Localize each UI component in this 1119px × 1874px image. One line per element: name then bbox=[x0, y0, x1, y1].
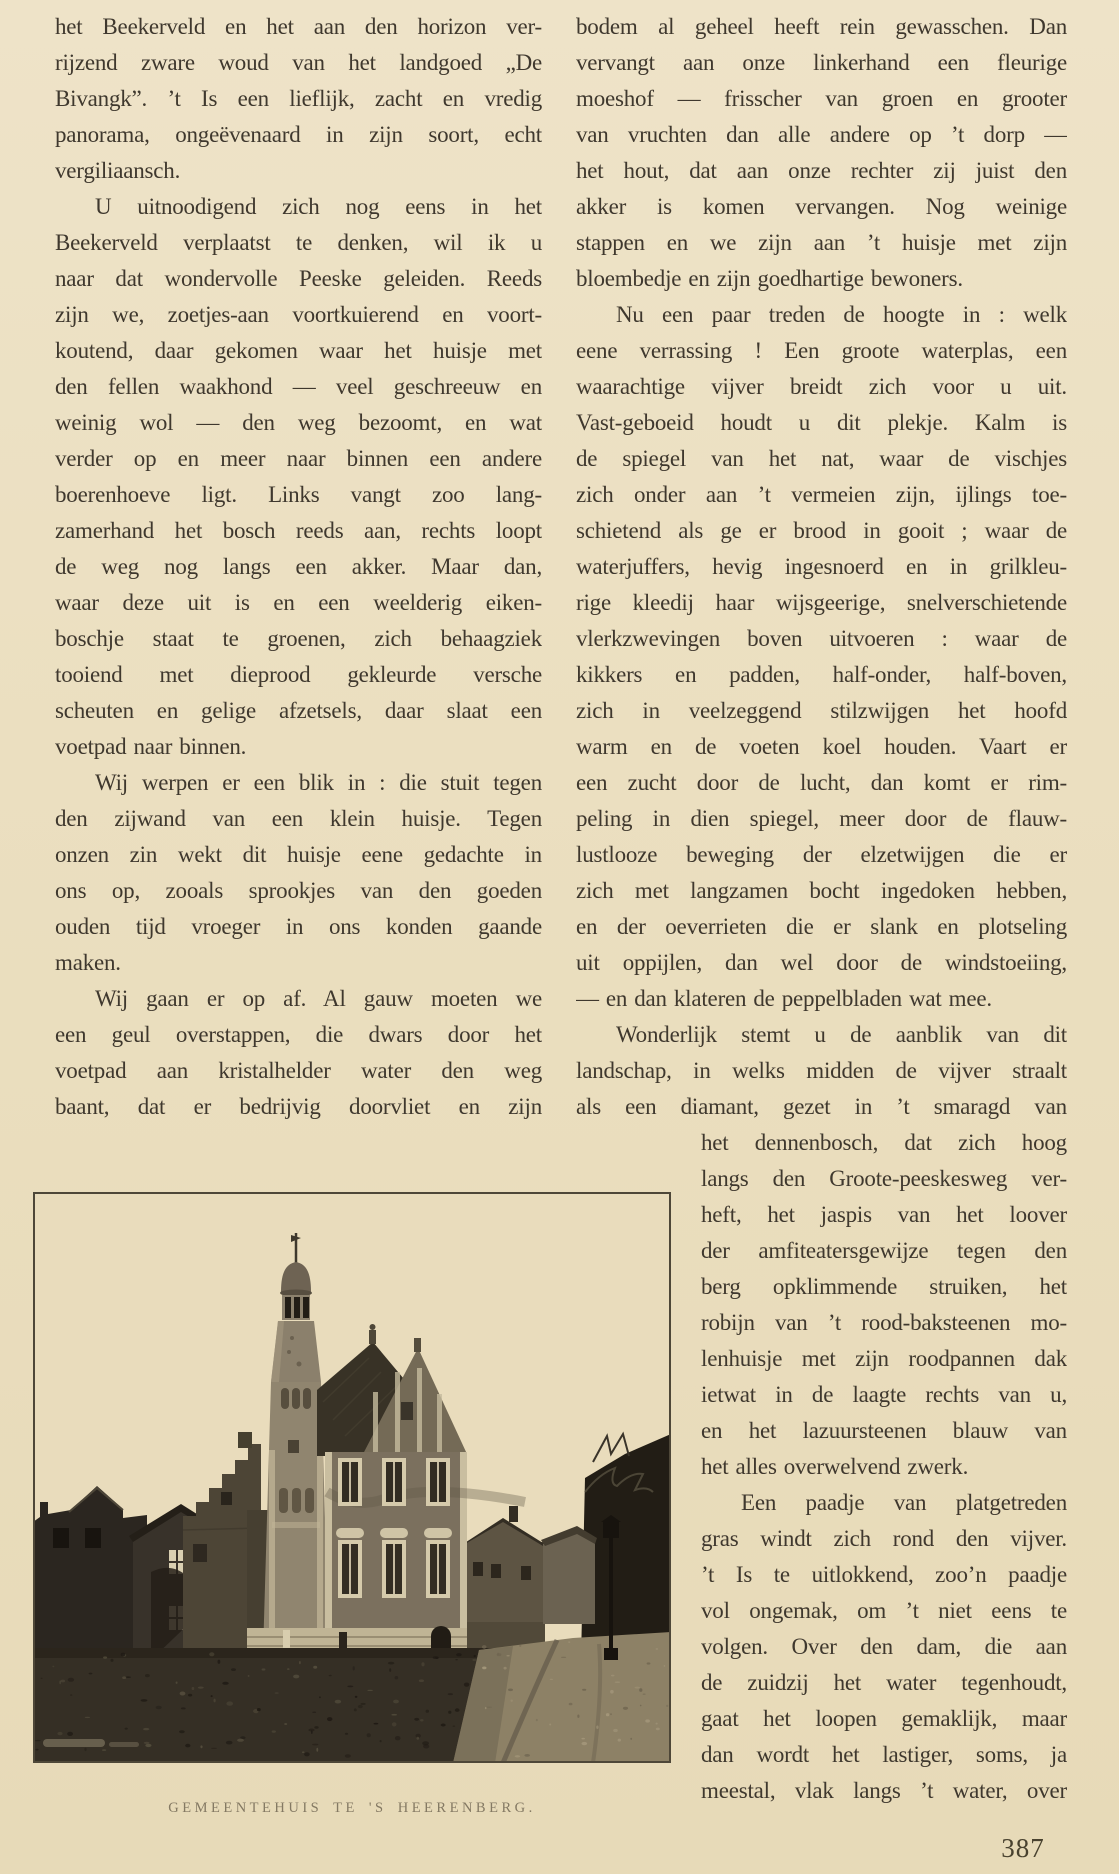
text-line: de zuidzij het water tegenhoudt, bbox=[701, 1670, 1067, 1695]
text-line: bodem al geheel heeft rein gewasschen. Dan bbox=[576, 14, 1067, 39]
text-line: U uitnoodigend zich nog eens in het bbox=[95, 194, 542, 219]
text-line: maken. bbox=[55, 950, 121, 975]
text-line: ouden tijd vroeger in ons konden gaande bbox=[55, 914, 542, 939]
text-line: lustlooze beweging der elzetwijgen die er bbox=[576, 842, 1067, 867]
text-line: lenhuisje met zijn roodpannen dak bbox=[701, 1346, 1067, 1371]
text-line: voetpad aan kristalhelder water den weg bbox=[55, 1058, 542, 1083]
text-line: ’t Is te uitlokkend, zoo’n paadje bbox=[701, 1562, 1067, 1587]
text-line: Wij gaan er op af. Al gauw moeten we bbox=[95, 986, 542, 1011]
text-line: boerenhoeve ligt. Links vangt zoo lang- bbox=[55, 482, 542, 507]
text-line: en der oeverrieten die er slank en plotseling bbox=[576, 914, 1067, 939]
text-line: panorama, ongeëvenaard in zijn soort, echt bbox=[55, 122, 542, 147]
text-line: zich met langzamen bocht ingedoken hebben, bbox=[576, 878, 1067, 903]
text-line: baant, dat er bedrijvig doorvliet en zijn bbox=[55, 1094, 542, 1119]
text-line: heft, het jaspis van het loover bbox=[701, 1202, 1067, 1227]
text-line: voetpad naar binnen. bbox=[55, 734, 247, 759]
text-line: verder op en meer naar binnen een andere bbox=[55, 446, 542, 471]
text-line: Nu een paar treden de hoogte in : welk bbox=[616, 302, 1067, 327]
text-line: rijzend zware woud van het landgoed „De bbox=[55, 50, 542, 75]
text-line: een geul overstappen, die dwars door het bbox=[55, 1022, 542, 1047]
text-line: vol ongemak, om ’t niet eens te bbox=[701, 1598, 1067, 1623]
photographer-signature-smudge bbox=[43, 1739, 105, 1747]
text-line: en het lazuursteenen blauw van bbox=[701, 1418, 1067, 1443]
text-line: onzen zin wekt dit huisje eene gedachte in bbox=[55, 842, 542, 867]
text-line: Wij werpen er een blik in : die stuit tegen bbox=[95, 770, 542, 795]
text-line: ons op, zooals sprookjes van den goeden bbox=[55, 878, 542, 903]
text-line: vergiliaansch. bbox=[55, 158, 181, 183]
photo-caption: GEMEENTEHUIS TE 'S HEERENBERG. bbox=[168, 1800, 536, 1816]
text-line: Bivangk”. ’t Is een lieflijk, zacht en vredig bbox=[55, 86, 542, 111]
text-line: vervangt aan onze linkerhand een fleurige bbox=[576, 50, 1067, 75]
text-line: warm en de voeten koel houden. Vaart er bbox=[576, 734, 1067, 759]
text-line: dan wordt het lastiger, soms, ja bbox=[701, 1742, 1067, 1767]
text-line: rige kleedij haar wijsgeerige, snelverschietende bbox=[576, 590, 1067, 615]
text-line: den fellen waakhond — veel geschreeuw en bbox=[55, 374, 542, 399]
text-line: bloembedje en zijn goedhartige bewoners. bbox=[576, 266, 963, 291]
text-line: peling in dien spiegel, meer door de flauw- bbox=[576, 806, 1067, 831]
text-line: schietend als ge er brood in gooit ; waar de bbox=[576, 518, 1067, 543]
text-line: koutend, daar gekomen waar het huisje met bbox=[55, 338, 542, 363]
text-line: zich onder aan ’t vermeien zijn, ijlings toe- bbox=[576, 482, 1067, 507]
text-line: de weg nog langs een akker. Maar dan, bbox=[55, 554, 542, 579]
text-line: eene verrassing ! Een groote waterplas, een bbox=[576, 338, 1067, 363]
text-line: vlerkzwevingen boven uitvoeren : waar de bbox=[576, 626, 1067, 651]
page-number: 387 bbox=[1001, 1833, 1045, 1863]
text-line: scheuten en gelige afzetsels, daar slaat een bbox=[55, 698, 542, 723]
photographer-signature-smudge2 bbox=[109, 1742, 139, 1747]
left-text-column bbox=[55, 9, 542, 1125]
text-line: zich in veelzeggend stilzwijgen het hoofd bbox=[576, 698, 1067, 723]
text-line: waarachtige vijver breidt zich voor u uit. bbox=[576, 374, 1067, 399]
text-line: naar dat wondervolle Peeske geleiden. Reeds bbox=[55, 266, 542, 291]
text-line: Een paadje van platgetreden bbox=[741, 1490, 1067, 1515]
text-line: het Beekerveld en het aan den horizon ver- bbox=[55, 14, 542, 39]
text-line: berg opklimmende struiken, het bbox=[701, 1274, 1067, 1299]
text-line: — en dan klateren de peppelbladen wat mee. bbox=[576, 986, 992, 1011]
text-line: het alles overwelvend zwerk. bbox=[701, 1454, 969, 1479]
text-line: boschje staat te groenen, zich behaagziek bbox=[55, 626, 542, 651]
text-line: van vruchten dan alle andere op ’t dorp — bbox=[576, 122, 1067, 147]
text-line: den zijwand van een klein huisje. Tegen bbox=[55, 806, 542, 831]
text-line: langs den Groote-peeskesweg ver- bbox=[701, 1166, 1067, 1191]
text-line: robijn van ’t rood-baksteenen mo- bbox=[701, 1310, 1067, 1335]
text-line: Wonderlijk stemt u de aanblik van dit bbox=[616, 1022, 1067, 1047]
townhall-photo-illustration bbox=[33, 1192, 671, 1763]
text-line: Vast-geboeid houdt u dit plekje. Kalm is bbox=[576, 410, 1067, 435]
text-line: volgen. Over den dam, die aan bbox=[701, 1634, 1067, 1659]
text-line: gaat het loopen gemaklijk, maar bbox=[701, 1706, 1067, 1731]
text-line: uit oppijlen, dan wel door de windstoeiing, bbox=[576, 950, 1067, 975]
village-road bbox=[453, 1632, 671, 1763]
text-line: der amfiteatersgewijze tegen den bbox=[701, 1238, 1067, 1263]
text-line: waterjuffers, hevig ingesnoerd en in grilkleu- bbox=[576, 554, 1067, 579]
text-line: akker is komen vervangen. Nog weinige bbox=[576, 194, 1067, 219]
text-line: de spiegel van het nat, waar de vischjes bbox=[576, 446, 1067, 471]
text-line: zijn we, zoetjes-aan voortkuierend en voort- bbox=[55, 302, 542, 327]
text-line: Beekerveld verplaatst te denken, wil ik u bbox=[55, 230, 542, 255]
text-line: moeshof — frisscher van groen en grooter bbox=[576, 86, 1067, 111]
text-line: stappen en we zijn aan ’t huisje met zijn bbox=[576, 230, 1067, 255]
text-line: het hout, dat aan onze rechter zij juist den bbox=[576, 158, 1067, 183]
text-line: landschap, in welks midden de vijver straalt bbox=[576, 1058, 1067, 1083]
photo-figure bbox=[33, 1192, 671, 1763]
townhall-upper-windows bbox=[338, 1458, 450, 1506]
text-line: als een diamant, gezet in ’t smaragd van bbox=[576, 1094, 1067, 1119]
text-line: meestal, vlak langs ’t water, over bbox=[701, 1778, 1067, 1803]
text-line: ietwat in de laagte rechts van u, bbox=[701, 1382, 1067, 1407]
text-line: weinig wol — den weg bezoomt, en wat bbox=[55, 410, 542, 435]
text-line: zamerhand het bosch reeds aan, rechts loopt bbox=[55, 518, 542, 543]
text-line: een zucht door de lucht, dan komt er rim- bbox=[576, 770, 1067, 795]
text-line: gras windt zich rond den vijver. bbox=[701, 1526, 1067, 1551]
text-line: kikkers en padden, half-onder, half-boven, bbox=[576, 662, 1067, 687]
text-line: waar deze uit is en een weelderig eiken- bbox=[55, 590, 542, 615]
text-line: tooiend met dieprood gekleurde versche bbox=[55, 662, 542, 687]
text-line: het dennenbosch, dat zich hoog bbox=[701, 1130, 1067, 1155]
